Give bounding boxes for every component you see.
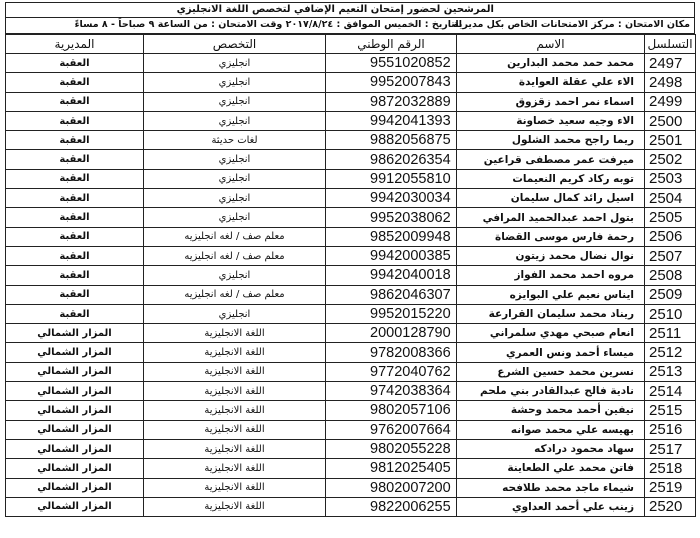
cell-specialization: انجليزي bbox=[144, 92, 326, 111]
candidates-table bbox=[5, 34, 696, 517]
table-row bbox=[6, 343, 696, 362]
cell-specialization: انجليزي bbox=[144, 266, 326, 285]
cell-specialization: اللغة الانجليزية bbox=[144, 324, 326, 343]
cell-specialization: اللغة الانجليزية bbox=[144, 459, 326, 478]
col-header-specialization: التخصص bbox=[144, 35, 326, 54]
cell-national-id: 9852009948 bbox=[326, 227, 457, 246]
cell-national-id: 9942040018 bbox=[326, 266, 457, 285]
cell-name: فاتن محمد علي الطعاينة bbox=[457, 459, 645, 478]
cell-directorate: العقبة bbox=[6, 54, 144, 73]
cell-national-id: 9872032889 bbox=[326, 92, 457, 111]
cell-serial: 2508 bbox=[645, 266, 696, 285]
table-row bbox=[6, 266, 696, 285]
cell-serial: 2512 bbox=[645, 343, 696, 362]
sheet-title-bar bbox=[5, 2, 695, 18]
cell-directorate: العقبة bbox=[6, 304, 144, 323]
cell-directorate: العقبة bbox=[6, 208, 144, 227]
table-row bbox=[6, 382, 696, 401]
cell-directorate: العقبة bbox=[6, 169, 144, 188]
cell-name: مروه احمد محمد الفواز bbox=[457, 266, 645, 285]
cell-directorate: العقبة bbox=[6, 266, 144, 285]
cell-name: ميرفت عمر مصطفى قراعين bbox=[457, 150, 645, 169]
table-row bbox=[6, 73, 696, 92]
cell-serial: 2517 bbox=[645, 439, 696, 458]
cell-national-id: 9802055228 bbox=[326, 439, 457, 458]
cell-specialization: معلم صف / لغه انجليزيه bbox=[144, 246, 326, 265]
cell-name: رحمة فارس موسى القضاة bbox=[457, 227, 645, 246]
cell-serial: 2511 bbox=[645, 324, 696, 343]
cell-serial: 2513 bbox=[645, 362, 696, 381]
cell-directorate: العقبة bbox=[6, 92, 144, 111]
table-row bbox=[6, 401, 696, 420]
cell-name: ايناس نعيم علي البوايزه bbox=[457, 285, 645, 304]
cell-directorate: العقبة bbox=[6, 131, 144, 150]
cell-directorate: المزار الشمالي bbox=[6, 420, 144, 439]
cell-directorate: المزار الشمالي bbox=[6, 497, 144, 516]
cell-name: محمد حمد محمد البدارين bbox=[457, 54, 645, 73]
cell-national-id: 9882056875 bbox=[326, 131, 457, 150]
cell-directorate: العقبة bbox=[6, 285, 144, 304]
cell-specialization: اللغة الانجليزية bbox=[144, 439, 326, 458]
cell-specialization: اللغة الانجليزية bbox=[144, 401, 326, 420]
cell-name: نيفين أحمد محمد وحشة bbox=[457, 401, 645, 420]
cell-directorate: المزار الشمالي bbox=[6, 459, 144, 478]
cell-national-id: 9912055810 bbox=[326, 169, 457, 188]
cell-national-id: 9551020852 bbox=[326, 54, 457, 73]
exam-info-bar bbox=[5, 18, 695, 34]
cell-specialization: لغات حديثة bbox=[144, 131, 326, 150]
cell-specialization: اللغة الانجليزية bbox=[144, 420, 326, 439]
table-row bbox=[6, 285, 696, 304]
sheet-title: المرشحين لحضور إمتحان التعيم الإضافي لتخصص اللغة الانجليزي bbox=[176, 4, 494, 15]
col-header-serial: التسلسل bbox=[645, 35, 696, 54]
cell-serial: 2503 bbox=[645, 169, 696, 188]
cell-directorate: المزار الشمالي bbox=[6, 382, 144, 401]
table-row bbox=[6, 478, 696, 497]
cell-name: اسيل رائد كمال سليمان bbox=[457, 189, 645, 208]
cell-specialization: انجليزي bbox=[144, 54, 326, 73]
cell-serial: 2510 bbox=[645, 304, 696, 323]
table-row bbox=[6, 459, 696, 478]
cell-name: ميساء أحمد ونس العمري bbox=[457, 343, 645, 362]
cell-serial: 2497 bbox=[645, 54, 696, 73]
cell-directorate: المزار الشمالي bbox=[6, 343, 144, 362]
cell-directorate: المزار الشمالي bbox=[6, 401, 144, 420]
cell-national-id: 9862026354 bbox=[326, 150, 457, 169]
cell-name: الاء علي عقلة العوايدة bbox=[457, 73, 645, 92]
candidates-sheet bbox=[5, 2, 695, 516]
cell-directorate: المزار الشمالي bbox=[6, 324, 144, 343]
cell-serial: 2518 bbox=[645, 459, 696, 478]
exam-location: مكان الامتحان : مركز الامتحانات الخاص بكل مديرية bbox=[453, 19, 690, 30]
cell-specialization: انجليزي bbox=[144, 169, 326, 188]
cell-specialization: انجليزي bbox=[144, 150, 326, 169]
cell-national-id: 9762007664 bbox=[326, 420, 457, 439]
cell-directorate: المزار الشمالي bbox=[6, 478, 144, 497]
cell-serial: 2501 bbox=[645, 131, 696, 150]
table-row bbox=[6, 208, 696, 227]
cell-national-id: 9772040762 bbox=[326, 362, 457, 381]
table-row bbox=[6, 111, 696, 130]
cell-specialization: معلم صف / لغه انجليزيه bbox=[144, 285, 326, 304]
cell-name: نادية فالح عبدالقادر بني ملحم bbox=[457, 382, 645, 401]
cell-national-id: 9802057106 bbox=[326, 401, 457, 420]
cell-directorate: العقبة bbox=[6, 246, 144, 265]
cell-specialization: اللغة الانجليزية bbox=[144, 382, 326, 401]
table-row bbox=[6, 169, 696, 188]
cell-national-id: 9782008366 bbox=[326, 343, 457, 362]
cell-serial: 2515 bbox=[645, 401, 696, 420]
table-row bbox=[6, 420, 696, 439]
cell-specialization: انجليزي bbox=[144, 304, 326, 323]
cell-directorate: العقبة bbox=[6, 189, 144, 208]
cell-directorate: العقبة bbox=[6, 73, 144, 92]
table-row bbox=[6, 227, 696, 246]
table-row bbox=[6, 131, 696, 150]
cell-national-id: 9802007200 bbox=[326, 478, 457, 497]
cell-serial: 2509 bbox=[645, 285, 696, 304]
table-row bbox=[6, 324, 696, 343]
cell-serial: 2498 bbox=[645, 73, 696, 92]
cell-specialization: معلم صف / لغه انجليزيه bbox=[144, 227, 326, 246]
cell-serial: 2505 bbox=[645, 208, 696, 227]
cell-specialization: اللغة الانجليزية bbox=[144, 497, 326, 516]
cell-serial: 2502 bbox=[645, 150, 696, 169]
cell-serial: 2507 bbox=[645, 246, 696, 265]
table-row bbox=[6, 92, 696, 111]
cell-specialization: اللغة الانجليزية bbox=[144, 343, 326, 362]
cell-serial: 2519 bbox=[645, 478, 696, 497]
table-row bbox=[6, 150, 696, 169]
cell-national-id: 9942041393 bbox=[326, 111, 457, 130]
table-row bbox=[6, 362, 696, 381]
cell-name: بتول احمد عبدالحميد المرافي bbox=[457, 208, 645, 227]
cell-name: اسماء نمر احمد زقزوق bbox=[457, 92, 645, 111]
cell-national-id: 9942030034 bbox=[326, 189, 457, 208]
cell-national-id: 9952007843 bbox=[326, 73, 457, 92]
cell-national-id: 9862046307 bbox=[326, 285, 457, 304]
cell-national-id: 9742038364 bbox=[326, 382, 457, 401]
cell-national-id: 2000128790 bbox=[326, 324, 457, 343]
cell-serial: 2500 bbox=[645, 111, 696, 130]
table-body bbox=[6, 54, 696, 517]
cell-serial: 2520 bbox=[645, 497, 696, 516]
cell-name: ريما راجح محمد الشلول bbox=[457, 131, 645, 150]
cell-national-id: 9952038062 bbox=[326, 208, 457, 227]
col-header-national-id: الرقم الوطني bbox=[326, 35, 457, 54]
cell-name: سهاد محمود درادكه bbox=[457, 439, 645, 458]
cell-directorate: العقبة bbox=[6, 150, 144, 169]
cell-national-id: 9822006255 bbox=[326, 497, 457, 516]
cell-name: بهيسه علي محمد صوانه bbox=[457, 420, 645, 439]
cell-serial: 2499 bbox=[645, 92, 696, 111]
cell-national-id: 9952015220 bbox=[326, 304, 457, 323]
cell-name: زينب علي أحمد العداوي bbox=[457, 497, 645, 516]
cell-directorate: المزار الشمالي bbox=[6, 439, 144, 458]
cell-name: نسرين محمد حسين الشرع bbox=[457, 362, 645, 381]
cell-name: نوال نضال محمد زيتون bbox=[457, 246, 645, 265]
cell-name: الاء وجيه سعيد خصاونة bbox=[457, 111, 645, 130]
exam-date: التاريخ : الخميس الموافق : ٢٠١٧/٨/٢٤ وقت الامتحان : من الساعة ٩ صباحاً - ٨ مساءً bbox=[74, 19, 462, 30]
table-row bbox=[6, 304, 696, 323]
cell-name: انعام صبحي مهدي سلمراني bbox=[457, 324, 645, 343]
cell-name: شيماء ماجد محمد طلافحه bbox=[457, 478, 645, 497]
cell-national-id: 9942000385 bbox=[326, 246, 457, 265]
cell-specialization: اللغة الانجليزية bbox=[144, 478, 326, 497]
table-row bbox=[6, 189, 696, 208]
cell-serial: 2516 bbox=[645, 420, 696, 439]
cell-directorate: العقبة bbox=[6, 111, 144, 130]
cell-serial: 2504 bbox=[645, 189, 696, 208]
cell-specialization: انجليزي bbox=[144, 111, 326, 130]
cell-specialization: انجليزي bbox=[144, 73, 326, 92]
table-row bbox=[6, 497, 696, 516]
col-header-directorate: المديرية bbox=[6, 35, 144, 54]
table-row bbox=[6, 54, 696, 73]
table-row bbox=[6, 246, 696, 265]
cell-serial: 2506 bbox=[645, 227, 696, 246]
cell-directorate: العقبة bbox=[6, 227, 144, 246]
cell-name: توبه ركاد كريم النعيمات bbox=[457, 169, 645, 188]
cell-specialization: انجليزي bbox=[144, 208, 326, 227]
cell-specialization: اللغة الانجليزية bbox=[144, 362, 326, 381]
cell-name: ريناد محمد سليمان القرارعة bbox=[457, 304, 645, 323]
cell-serial: 2514 bbox=[645, 382, 696, 401]
cell-national-id: 9812025405 bbox=[326, 459, 457, 478]
cell-specialization: انجليزي bbox=[144, 189, 326, 208]
table-row bbox=[6, 439, 696, 458]
col-header-name: الاسم bbox=[457, 35, 645, 54]
cell-directorate: المزار الشمالي bbox=[6, 362, 144, 381]
table-header-row bbox=[6, 35, 696, 54]
